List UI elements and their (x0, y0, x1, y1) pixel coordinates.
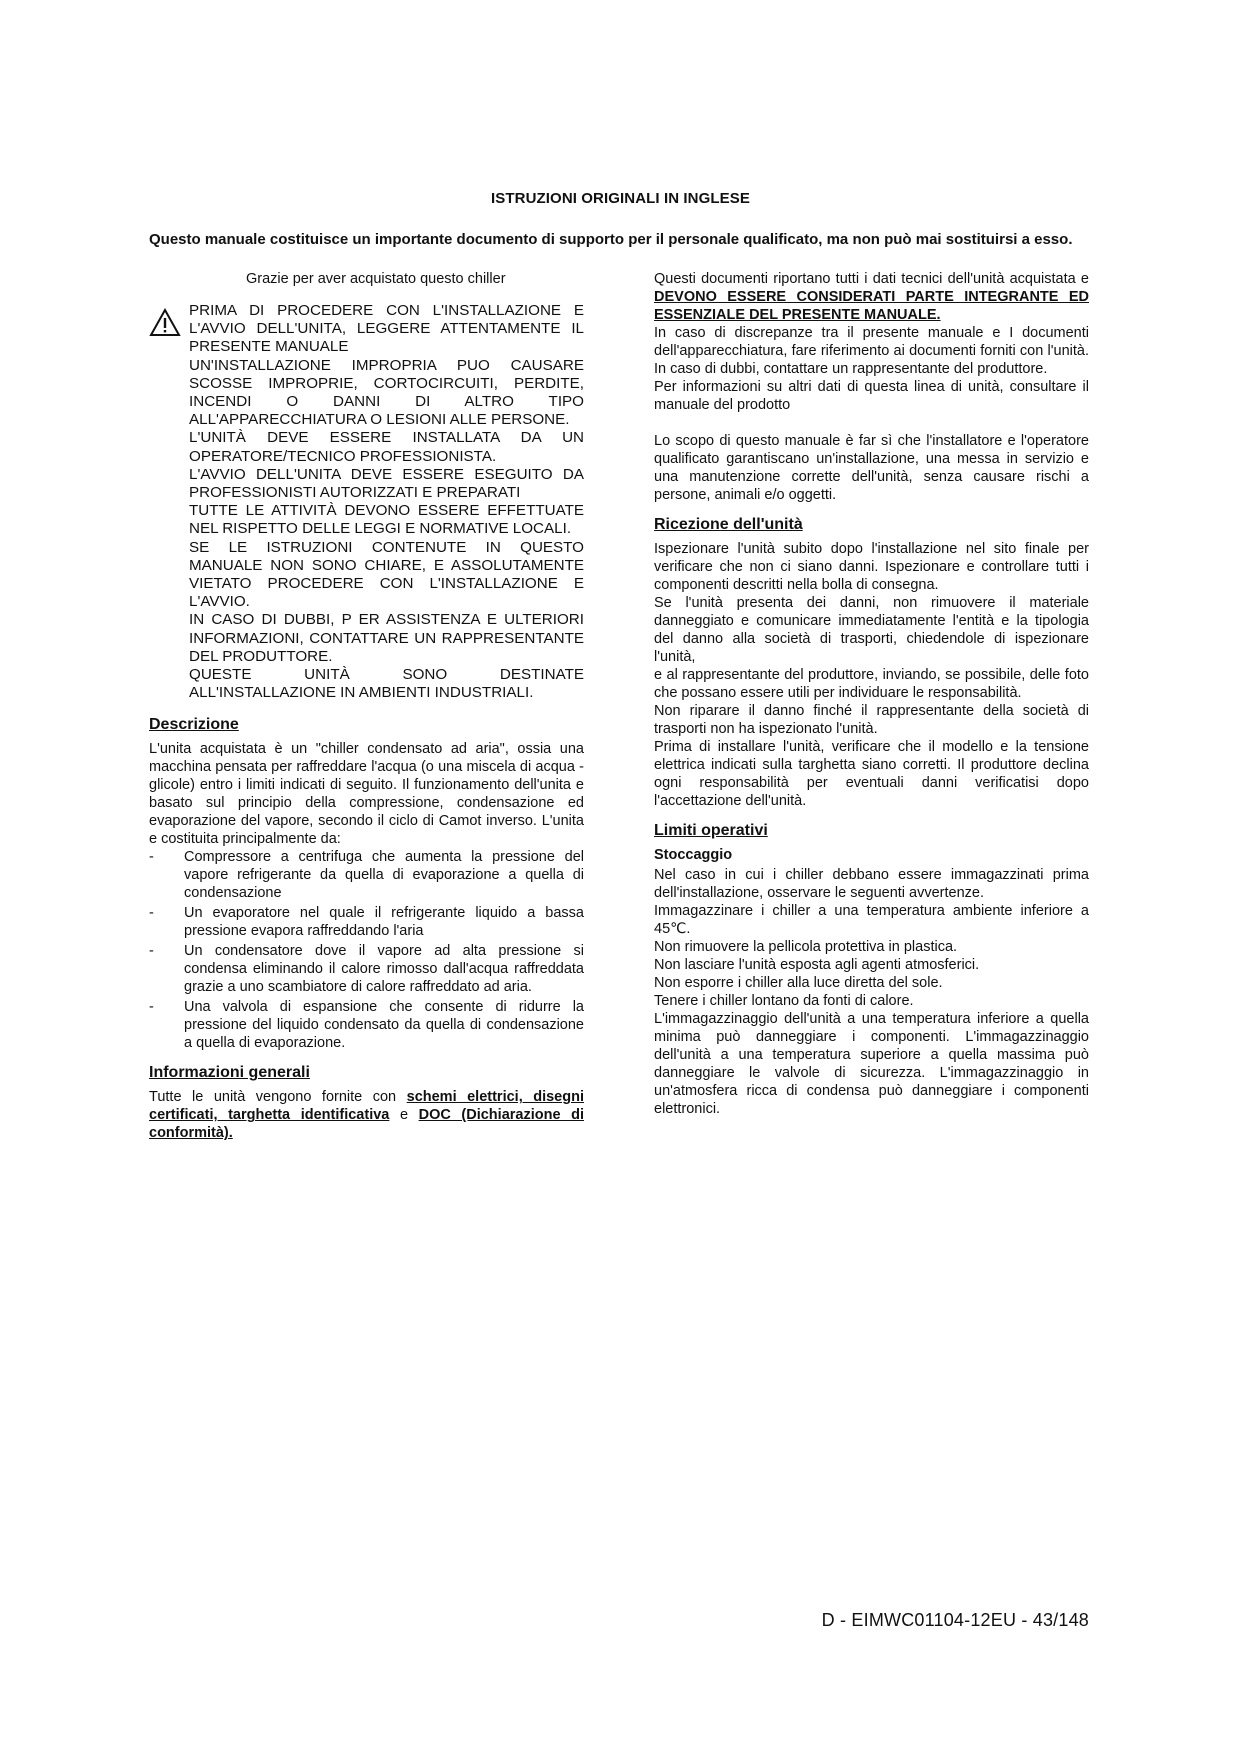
warning-paragraph: UN'INSTALLAZIONE IMPROPRIA PUO CAUSARE SCOSSE IMPROPRIE, CORTOCIRCUITI, PERDITE, INCENDI O DANNI DI ALTRO TIPO ALL'APPARECCHIATURA O LESIONI ALLE PERSONE. (189, 356, 584, 429)
warning-triangle-icon (149, 308, 181, 338)
section-heading: Informazioni generali (149, 1064, 310, 1082)
component-list (149, 848, 584, 1052)
list-item: - Compressore a centrifuga che aumenta la pressione del vapore refrigerante da quella di evaporazione a quella di condensazione (149, 848, 584, 902)
page-footer: D - EIMWC01104-12EU - 43/148 (821, 1610, 1089, 1630)
list-item: - Un condensatore dove il vapore ad alta pressione si condensa eliminando il calore rimosso dall'acqua raffreddata grazie a uno scambiatore di calore raffreddato ad aria. (149, 942, 584, 996)
paragraph: Ispezionare l'unità subito dopo l'installazione nel sito finale per verificare che non ci siano danni. Ispezionare e controllare tutti i componenti descritti nella bolla di consegna. (654, 541, 1089, 593)
warning-text (189, 302, 584, 702)
section-heading: Limiti operativi (654, 822, 768, 839)
list-item: - Un evaporatore nel quale il refrigerante liquido a bassa pressione evapora raffreddando l'aria (149, 904, 584, 940)
left-column (149, 270, 584, 1142)
warning-paragraph: SE LE ISTRUZIONI CONTENUTE IN QUESTO MANUALE NON SONO CHIARE, E ASSOLUTAMENTE VIETATO PROCEDERE CON L'INSTALLAZIONE E L'AVVIO. (189, 538, 584, 611)
warning-paragraph: L'AVVIO DELL'UNITA DEVE ESSERE ESEGUITO DA PROFESSIONISTI AUTORIZZATI E PREPARATI (189, 465, 584, 502)
paragraph: Non esporre i chiller alla luce diretta del sole. (654, 975, 943, 991)
warning-paragraph: PRIMA DI PROCEDERE CON L'INSTALLAZIONE E L'AVVIO DELL'UNITA, LEGGERE ATTENTAMENTE IL PRESENTE MANUALE (189, 302, 584, 356)
paragraph: L'immagazzinaggio dell'unità a una temperatura inferiore a quella minima può danneggiare i componenti. L'immagazzinaggio dell'unità a una temperatura superiore a quella massima può danneggiare le valvole di sicurezza. L'immagazzinaggio in un'atmosfera ricca di condensa può danneggiare i componenti elettronici. (654, 1011, 1089, 1117)
paragraph (149, 1088, 584, 1142)
text-run: Tutte le unità vengono fornite con (149, 1089, 407, 1106)
paragraph: Tenere i chiller lontano da fonti di calore. (654, 993, 914, 1009)
warning-paragraph: TUTTE LE ATTIVITÀ DEVONO ESSERE EFFETTUATE NEL RISPETTO DELLE LEGGI E NORMATIVE LOCALI. (189, 502, 584, 538)
warning-paragraph: IN CASO DI DUBBI, P ER ASSISTENZA E ULTERIORI INFORMAZIONI, CONTATTARE UN RAPPRESENTANTE DEL PRODUTTORE. (189, 611, 584, 665)
intro-statement: Questo manuale costituisce un importante documento di supporto per il personale qualificato, ma non può mai sostituirsi a esso. (149, 231, 1073, 248)
paragraph: Lo scopo di questo manuale è far sì che l'installatore e l'operatore qualificato garantiscano un'installazione, una messa in servizio e una manutenzione corrette dell'unità, senza causare rischi a persone, animali e/o oggetti. (654, 433, 1089, 503)
text-run: Questi documenti riportano tutti i dati tecnici dell'unità acquistata e (654, 271, 1089, 287)
underlined-doc: DOC (Dichiarazione di conformità). (149, 1107, 585, 1142)
section-heading: Descrizione (149, 716, 239, 734)
paragraph: Per informazioni su altri dati di questa linea di unità, consultare il manuale del prodotto (654, 379, 1089, 413)
section-limiti (654, 822, 1089, 1118)
list-item: - Una valvola di espansione che consente di ridurre la pressione del liquido condensato da quella di condensazione a quella di evaporazione. (149, 998, 584, 1052)
section-ricezione (654, 516, 1089, 810)
paragraph: In caso di discrepanze tra il presente manuale e I documenti dell'apparecchiatura, fare riferimento ai documenti forniti con l'unità. In caso di dubbi, contattare un rappresentante del produttore. (654, 325, 1089, 377)
thanks-line: Grazie per aver acquistato questo chiller (246, 271, 506, 287)
section-heading: Ricezione dell'unità (654, 516, 803, 533)
paragraph: L'unita acquistata è un "chiller condensato ad aria", ossia una macchina pensata per raffreddare l'acqua (o una miscela di acqua - glicole) entro i limiti indicati di seguito. Il funzionamento dell'unita e basato sul principio della compressione, condensazione ed evaporazione del vapore, secondo il ciclo di Camot inverso. L'unita e costituita principalmente da: (149, 741, 584, 848)
section-descrizione (149, 716, 584, 1052)
paragraph: Immagazzinare i chiller a una temperatura ambiente inferiore a 45℃. (654, 903, 1089, 937)
underlined-docs: schemi elettrici, disegni certificati, targhetta identificativa (149, 1089, 584, 1124)
subsection-heading: Stoccaggio (654, 847, 733, 863)
paragraph: Prima di installare l'unità, verificare che il modello e la tensione elettrica indicati sulla targhetta siano corretti. Il produttore declina ogni responsabilità per eventuali danni verificatisi dopo l'accettazione dell'unità. (654, 739, 1089, 809)
warning-block (149, 302, 584, 702)
paragraph (654, 270, 1089, 324)
paragraph: Se l'unità presenta dei danni, non rimuovere il materiale danneggiato e comunicare immediatamente l'entità e la tipologia del danno alla società di trasporti, chiedendole di ispezionare l'unità, (654, 595, 1089, 665)
paragraph: e al rappresentante del produttore, inviando, se possibile, delle foto che possano essere utili per individuare le responsabilità. (654, 667, 1089, 701)
paragraph: Non rimuovere la pellicola protettiva in plastica. (654, 939, 958, 955)
text-run: e (389, 1107, 419, 1124)
paragraph: Nel caso in cui i chiller debbano essere immagazzinati prima dell'installazione, osservare le seguenti avvertenze. (654, 867, 1089, 901)
right-column (654, 270, 1089, 1118)
warning-paragraph: L'UNITÀ DEVE ESSERE INSTALLATA DA UN OPERATORE/TECNICO PROFESSIONISTA. (189, 429, 584, 465)
section-informazioni (149, 1064, 584, 1142)
underlined-warning: DEVONO ESSERE CONSIDERATI PARTE INTEGRANTE ED ESSENZIALE DEL PRESENTE MANUALE. (654, 289, 1089, 323)
paragraph: Non lasciare l'unità esposta agli agenti atmosferici. (654, 957, 980, 973)
paragraph: Non riparare il danno finché il rappresentante della società di trasporti non ha ispezionato l'unità. (654, 703, 1089, 737)
warning-paragraph: QUESTE UNITÀ SONO DESTINATE ALL'INSTALLAZIONE IN AMBIENTI INDUSTRIALI. (189, 666, 584, 702)
page-title: ISTRUZIONI ORIGINALI IN INGLESE (491, 190, 750, 207)
